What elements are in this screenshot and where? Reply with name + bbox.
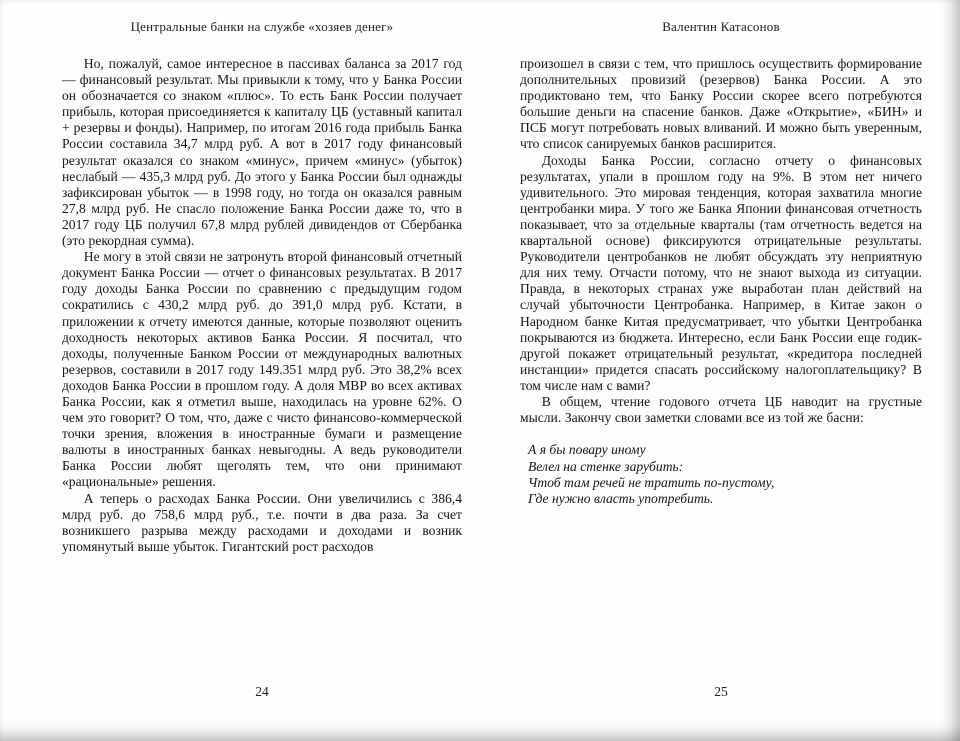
paragraph: Но, пожалуй, самое интересное в пассивах баланса за 2017 год — финансовый результат. Мы привыкли к тому, что у Банка России он обозначается со знаком «плюс». То есть Банк России получает прибыль, которая присоединяется к капиталу ЦБ (уставный капитал + резервы и фонды). Например, по итогам 2016 года прибыль Банка России составила 34,7 млрд руб. А вот в 2017 году финансовый результат оказался со знаком «минус», причем «минус» (убыток) неслабый — 435,3 млрд руб. До этого у Банка России был однажды зафиксирован убыток — в 1998 году, но тогда он оказался равным 27,8 млрд руб. Не спасло положение Банка России даже то, что в 2017 году ЦБ получил 67,8 млрд рублей дивидендов от Сбербанка (это рекордная сумма). (62, 56, 462, 249)
page-number-left: 24 (255, 684, 269, 699)
running-head-author: Валентин Катасонов (662, 19, 780, 34)
running-head-book-title: Центральные банки на службе «хозяев денег» (130, 19, 394, 34)
verse-line: А я бы повару иному (528, 442, 646, 458)
page-right (520, 56, 922, 716)
paragraph-continuation: произошел в связи с тем, что пришлось осуществить формирование дополнительных провизий (резервов) Банка России. А это продиктовано тем, что Банку России скорее всего потребуются большие деньги на спасение банков. Даже «Открытие», «БИН» и ПСБ могут потребовать новых вливаний. И можно быть уверенным, что список санируемых банков расширится. (520, 56, 922, 152)
paragraph: Не могу в этой связи не затронуть второй финансовый отчетный документ Банка России — отчет о финансовых результатах. В 2017 году доходы Банка России по сравнению с предыдущим годом сократились с 430,2 млрд руб. до 391,0 млрд руб. Кстати, в приложении к отчету имеются данные, которые позволяют оценить доходность некоторых активов Банка России. Я посчитал, что доходы, полученные Банком России от международных валютных резервов, составили в 2017 году 149.351 млрд руб. Это 38,2% всех доходов Банка России в прошлом году. А доля МВР во всех активах Банка России, как я отметил выше, находилась на уровне 62%. О чем это говорит? О том, что, даже с чисто финансово-коммерческой точки зрения, вложения в иностранные бумаги и размещение валюты в иностранных банках невыгодны. А ведь руководители Банка России любят щеголять тем, что они принимают «рациональные» решения. (62, 249, 462, 490)
page-left (62, 56, 462, 716)
verse-quote (528, 442, 922, 508)
paragraph: Доходы Банка России, согласно отчету о финансовых результатах, упали в прошлом году на 9%. В этом нет ничего удивительного. Это мировая тенденция, которая захватила многие центробанки мира. У того же Банка Японии финансовая отчетность показывает, что за отдельные кварталы (там отчетность ведется на квартальной основе) фиксируются отрицательные результаты. Руководители центробанков не любят обсуждать эту неприятную для них тему. Отчасти потому, что не знают выхода из ситуации. Правда, в некоторых странах уже выработан план действий на случай убыточности Центробанка. Например, в Китае закон о Народном банке Китая предусматривает, что убытки Центробанка покрываются из бюджета. Интересно, если Банк России еще годик-другой покажет отрицательный результат, «кредитора последней инстанции» придется спасать российскому налогоплательщику? В том числе нам с вами? (520, 152, 922, 393)
verse-line: Где нужно власть употребить. (528, 491, 714, 507)
verse-line: Велел на стенке зарубить: (528, 458, 684, 474)
paragraph: В общем, чтение годового отчета ЦБ наводит на грустные мысли. Закончу свои заметки словами все из той же басни: (520, 393, 922, 426)
paragraph: А теперь о расходах Банка России. Они увеличились с 386,4 млрд руб. до 758,6 млрд руб., т.е. почти в два раза. За счет возникшего разрыва между расходами и доходами и возник упомянутый выше убыток. Гигантский рост расходов (62, 490, 462, 554)
page-number-right: 25 (714, 684, 728, 699)
verse-line: Чтоб там речей не тратить по-пустому, (528, 474, 775, 490)
